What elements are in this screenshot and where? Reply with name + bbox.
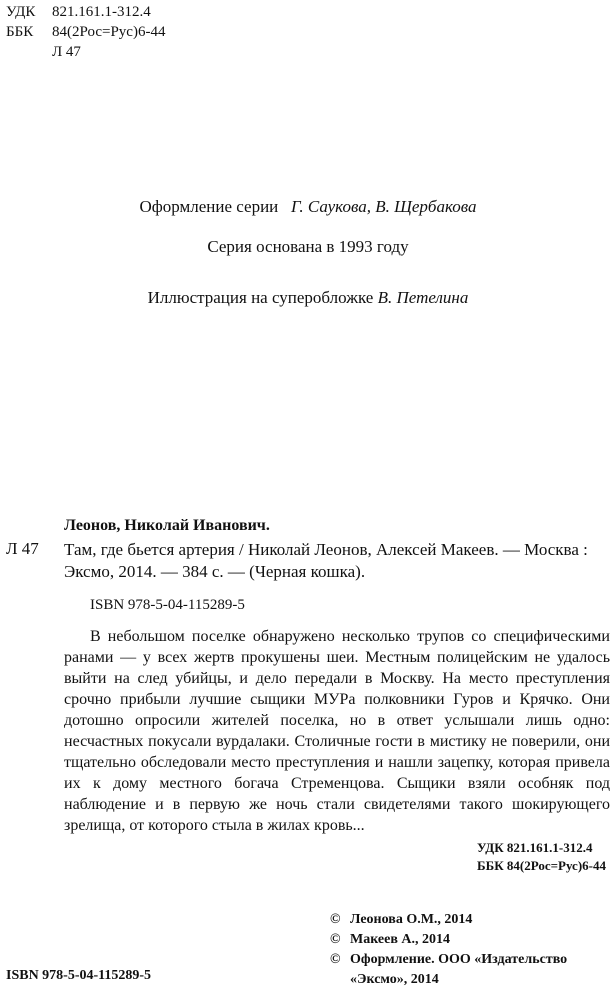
copyright-text: Леонова О.М., 2014 xyxy=(350,912,473,927)
udk-label: УДК xyxy=(6,4,36,20)
udk-row xyxy=(6,2,165,22)
udk-bottom: УДК 821.161.1-312.4 xyxy=(477,840,593,855)
bbk-label: ББК xyxy=(6,24,34,40)
bbk-value: 84(2Рос=Рус)6-44 xyxy=(52,24,166,40)
author-mark-top: Л 47 xyxy=(52,44,81,60)
copyright-line xyxy=(330,910,612,930)
copyright-line xyxy=(330,950,612,990)
cover-illustration-name: В. Петелина xyxy=(377,288,469,307)
copyright-symbol: © xyxy=(330,932,341,947)
classification-block xyxy=(6,2,165,62)
copyright-text: Макеев А., 2014 xyxy=(350,932,451,947)
cover-illustration-label: Иллюстрация на суперобложке xyxy=(147,288,374,307)
record-author-mark: Л 47 xyxy=(6,539,39,558)
series-design-names: Г. Саукова, В. Щербакова xyxy=(291,197,477,216)
annotation-text: В небольшом поселке обнаружено несколько трупов со специфическими ранами — у всех жертв прокушены шеи. Местным полицейским не удалось выйти на след убийцы, и дело передали в Москву. На место преступления срочно прибыли лучшие сыщики МУРа полковники Гуров и Крячко. Они дотошно опросили жителей поселка, но в ответ услышали лишь одно: несчастных покусали вурдалаки. Столичные гости в мистику не поверили, они тщательно обследовали место преступления и нашли зацепку, которая привела их к дому местного богача Стременцова. Сыщики взяли особняк под наблюдение и в первую же ночь стали свидетелями такого шокирующего зрелища, от которого стыла в жилах кровь... xyxy=(64,628,610,834)
record-annotation xyxy=(64,626,610,836)
series-design-label: Оформление серии xyxy=(139,197,279,216)
bbk-row xyxy=(6,22,165,42)
classification-bottom xyxy=(477,839,606,875)
copyright-symbol: © xyxy=(330,952,341,967)
isbn-bottom: ISBN 978-5-04-115289-5 xyxy=(6,968,152,983)
record-bibliographic-line: Там, где бьется артерия / Николай Леонов, Алексей Макеев. — Москва : Эксмо, 2014. — 384 с. — (Черная кошка). xyxy=(64,540,588,581)
author-mark-row xyxy=(6,42,165,62)
copyright-line xyxy=(330,930,612,950)
series-founded: Серия основана в 1993 году xyxy=(207,237,409,256)
record-author: Леонов, Николай Иванович. xyxy=(64,517,270,534)
record-isbn: ISBN 978-5-04-115289-5 xyxy=(90,597,245,613)
bbk-bottom: ББК 84(2Рос=Рус)6-44 xyxy=(477,858,606,873)
udk-value: 821.161.1-312.4 xyxy=(52,4,151,20)
series-design-credit xyxy=(0,196,616,218)
copyright-block xyxy=(330,910,612,990)
copyright-symbol: © xyxy=(330,912,341,927)
copyright-text: Оформление. ООО «Издательство «Эксмо», 2014 xyxy=(350,952,568,987)
cover-illustration-credit xyxy=(0,287,616,309)
